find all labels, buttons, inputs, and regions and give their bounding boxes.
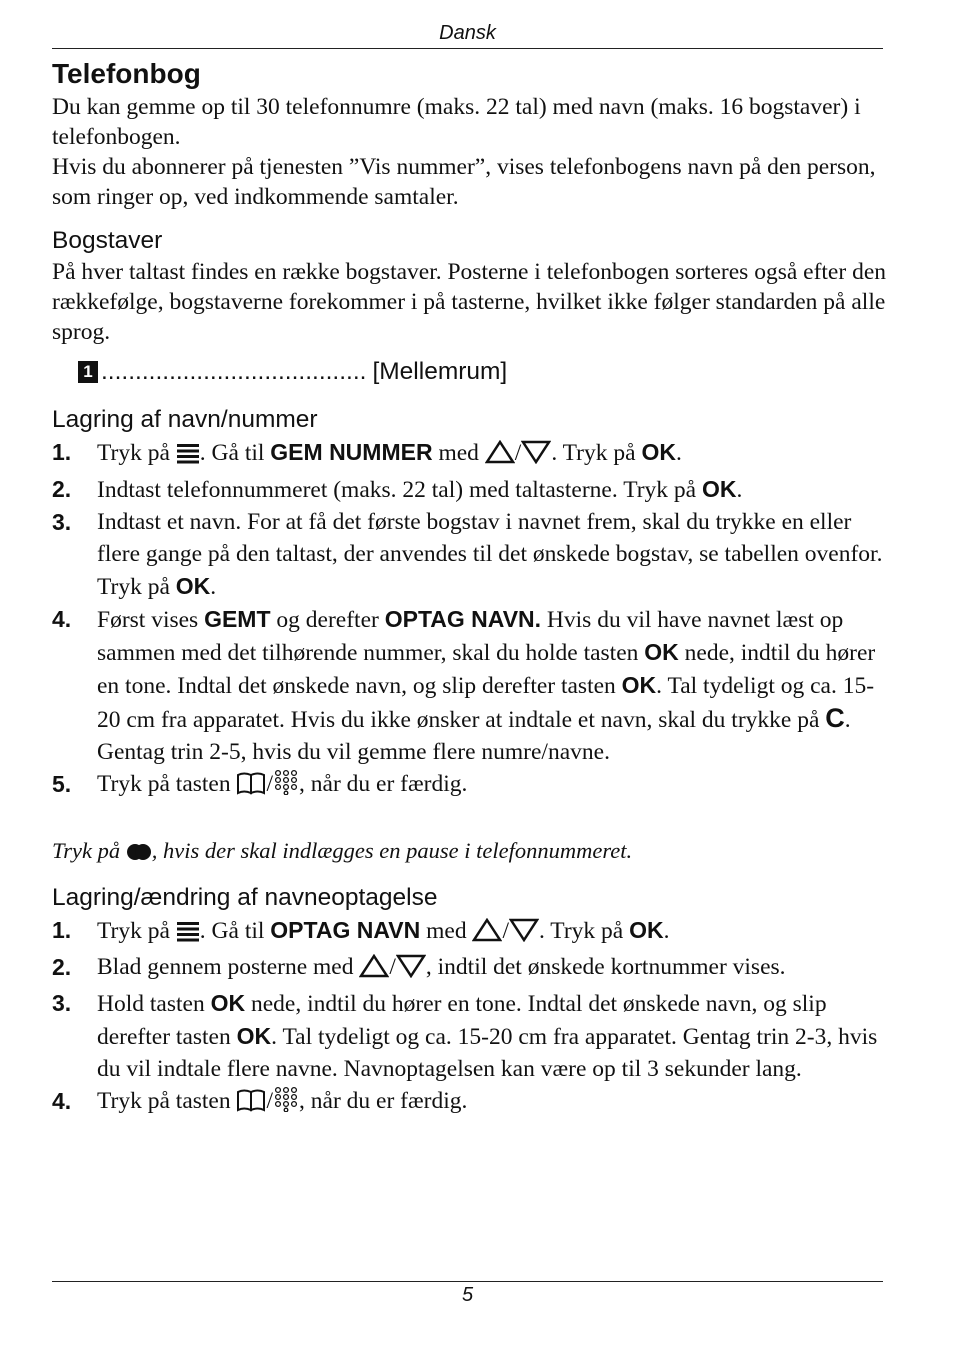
arrow-up-icon [359, 954, 389, 987]
step-text: . Tal tydeligt og ca. 15-20 cm fra apparatet. Hvis du ikke ønsker at indtale et navn, skal du trykke på [97, 673, 875, 733]
step-number: 3. [52, 509, 72, 535]
step-text: med [432, 440, 485, 466]
ok-key: OK [621, 672, 657, 698]
step-text: . [210, 574, 217, 600]
letters-paragraph: På hver taltast findes en række bogstaver. Posterne i telefonbogen sorteres også efter den rækkefølge, bogstaverne forekommer i på tasterne, hvilket ikke følger standarden på alle sprog. [52, 259, 886, 345]
arrow-down-icon [396, 954, 426, 987]
step-number: 1. [52, 439, 72, 465]
step-text: . Gå til [199, 440, 271, 466]
edit-step-1: 1. Tryk på . Gå til OPTAG NAVN med / . Tryk på OK. [52, 914, 887, 951]
header-rule [52, 48, 883, 49]
menu-icon [176, 919, 200, 951]
display-optag-navn: OPTAG NAVN [270, 917, 421, 943]
step-text: . Tryk på [538, 918, 630, 944]
footer-rule [52, 1281, 883, 1282]
step-text: Hold tasten [97, 991, 211, 1017]
store-step-1: 1. Tryk på . Gå til GEM NUMMER med / . Tryk på OK. [52, 436, 887, 473]
letters-heading: Bogstaver [52, 227, 163, 254]
step-text: Tryk på [97, 918, 176, 944]
step-text: nede, indtil du hører en tone. Indtal det ønskede navn, og slip derefter tasten [97, 640, 876, 699]
ok-key: OK [629, 917, 664, 943]
store-step-5: 5. Tryk på tasten / , når du er færdig. [52, 768, 887, 804]
pause-key-icon [126, 842, 152, 868]
step-text: Gentag trin 2-5, hvis du vil gemme flere numre/navne. [97, 739, 610, 765]
arrow-down-icon [521, 440, 551, 473]
note-text: , hvis der skal indlægges en pause i telefonnummeret. [151, 838, 633, 863]
arrow-up-icon [472, 918, 502, 951]
ok-key: OK [210, 990, 246, 1016]
pause-note [52, 838, 632, 868]
store-steps [52, 436, 887, 804]
key-1-row [78, 358, 507, 386]
step-text: . Tryk på [551, 440, 642, 466]
page-header-language: Dansk [439, 22, 496, 44]
phonebook-icon [236, 771, 266, 804]
edit-step-4: 4. Tryk på tasten / , når du er færdig. [52, 1085, 887, 1121]
note-text: Tryk på [52, 838, 126, 863]
step-text: Tryk på [97, 440, 176, 466]
step-text: Blad gennem posterne med [97, 954, 360, 980]
step-text: Hvis du vil have navnet læst op sammen med det tilhørende nummer, skal du holde tasten [97, 607, 844, 666]
step-number: 4. [52, 1088, 72, 1114]
key-1-value: [Mellemrum] [372, 358, 508, 385]
edit-heading: Lagring/ændring af navneoptagelse [52, 884, 438, 911]
store-step-4 [52, 603, 887, 768]
step-number: 3. [52, 990, 72, 1016]
step-text: Indtast telefonnummeret (maks. 22 tal) med taltasterne. Tryk på [97, 477, 702, 503]
edit-step-3 [52, 987, 887, 1085]
ok-key: OK [644, 639, 679, 665]
step-text: nede, indtil du hører en tone. Indtal det ønskede navn, og slip derefter tasten [97, 991, 827, 1050]
section-title: Telefonbog [52, 58, 201, 89]
page-number: 5 [461, 1284, 474, 1306]
step-text: Tryk på tasten [97, 1088, 237, 1114]
arrow-up-icon [485, 440, 515, 473]
ok-key: OK [175, 573, 211, 599]
key-1-icon: 1 [78, 361, 98, 383]
display-gemt: GEMT [204, 606, 271, 632]
keypad-icon [273, 769, 299, 804]
step-text: , indtil det ønskede kortnummer vises. [425, 954, 786, 980]
ok-key: OK [701, 476, 737, 502]
intro-paragraph-2: Hvis du abonnerer på tjenesten ”Vis nummer”, vises telefonbogens navn på den person, som ringer op, ved indkommende samtaler. [52, 154, 876, 210]
step-text: . Gå til [199, 918, 271, 944]
edit-step-2: 2. Blad gennem posterne med / , indtil det ønskede kortnummer vises. [52, 951, 887, 987]
step-text: . Tal tydeligt og ca. 15-20 cm fra apparatet. Gentag trin 2-3, hvis du vil indtale flere navne. Navnoptagelsen kan være op til 3 sekunder lang. [97, 1024, 878, 1082]
step-text: . [675, 440, 682, 466]
display-optag-navn: OPTAG NAVN. [384, 606, 542, 632]
step-number: 1. [52, 917, 72, 943]
step-number: 4. [52, 606, 72, 632]
intro-paragraph-1: Du kan gemme op til 30 telefonnumre (maks. 22 tal) med navn (maks. 16 bogstaver) i telefonbogen. [52, 94, 861, 150]
step-text: . [736, 477, 743, 503]
step-text: . [844, 707, 851, 733]
edit-steps [52, 914, 887, 1121]
c-key: C [825, 703, 845, 733]
step-number: 2. [52, 476, 72, 502]
step-text: Først vises [97, 607, 205, 633]
store-step-3 [52, 506, 887, 603]
ok-key: OK [641, 439, 676, 465]
key-1-dots: ....................................... [101, 358, 367, 385]
display-gem-nummer: GEM NUMMER [270, 439, 433, 465]
arrow-down-icon [509, 918, 539, 951]
step-text: med [420, 918, 473, 944]
step-text: . [663, 918, 670, 944]
ok-key: OK [236, 1023, 272, 1049]
step-text: og derefter [270, 607, 385, 633]
store-step-2 [52, 473, 887, 506]
menu-icon [176, 441, 200, 473]
step-number: 2. [52, 954, 72, 980]
step-number: 5. [52, 771, 72, 797]
step-text: , når du er færdig. [299, 1088, 468, 1114]
step-text: Indtast et navn. For at få det første bogstav i navnet frem, skal du trykke en eller flere gange på den taltast, der anvendes til det ønskede bogstav, se tabellen ovenfor. Tryk på [97, 509, 883, 600]
phonebook-icon [236, 1088, 266, 1121]
keypad-icon [273, 1086, 299, 1121]
step-text: Tryk på tasten [97, 771, 237, 797]
step-text: , når du er færdig. [299, 771, 468, 797]
store-heading: Lagring af navn/nummer [52, 406, 318, 433]
